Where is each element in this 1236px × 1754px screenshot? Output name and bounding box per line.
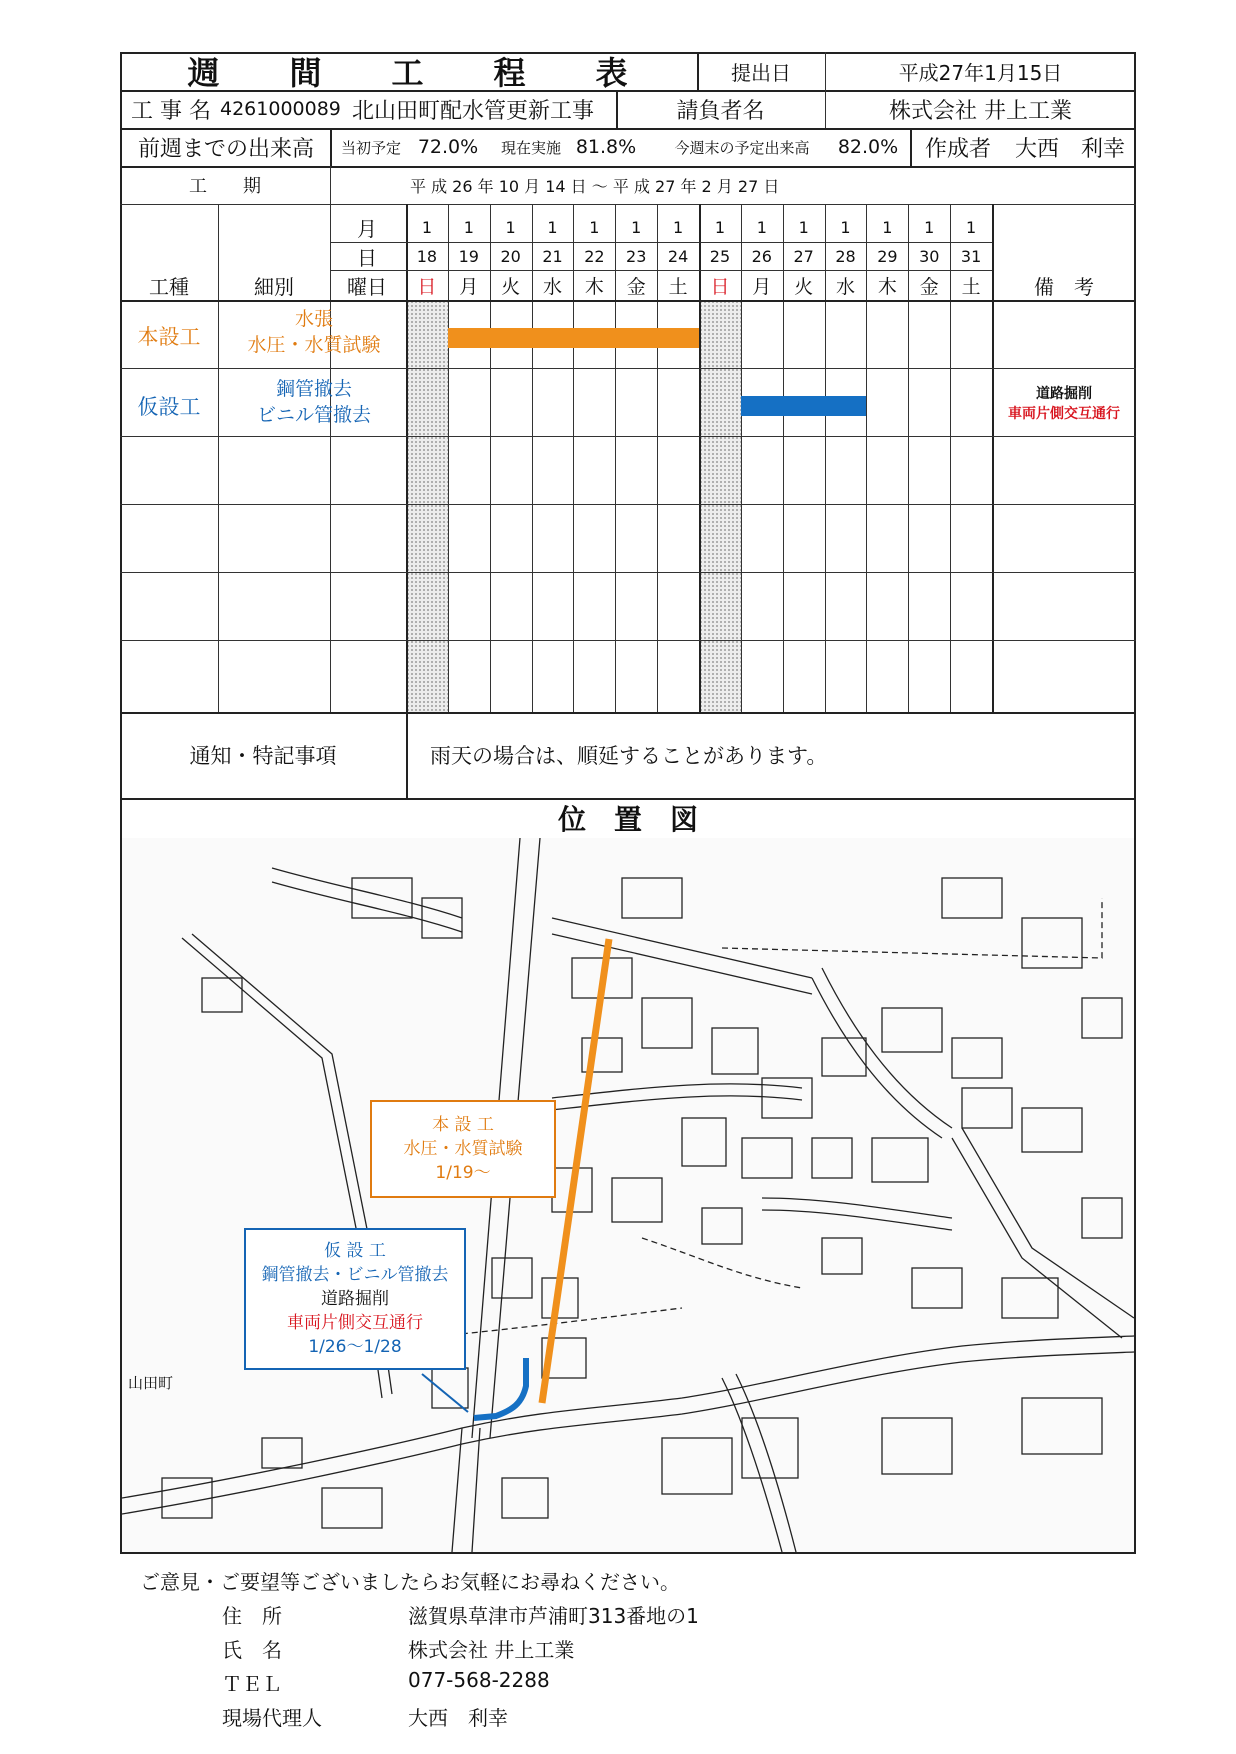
map-town-label: 山田町: [128, 1374, 174, 1392]
month-cell: 1: [966, 217, 977, 237]
callout-main-line1: 本 設 工: [432, 1115, 494, 1135]
month-cell: 1: [798, 217, 809, 237]
footer-tel-label: ＴＥＬ: [222, 1672, 282, 1696]
day-cell: 26: [751, 246, 772, 266]
holiday-column-shade: [406, 300, 448, 712]
weekday-cell: 金: [626, 275, 646, 298]
day-cell: 18: [416, 246, 438, 266]
task-remark-temp: [992, 384, 1136, 424]
callout-main-line3: 1/19～: [435, 1163, 491, 1183]
planned-value: 72.0%: [417, 136, 479, 158]
task-type-temp: 仮設工: [137, 395, 201, 419]
weekday-cell: 土: [668, 275, 688, 298]
callout-temp-work: [244, 1228, 466, 1370]
weekday-cell: 木: [584, 275, 604, 298]
author-label: 作成者: [924, 136, 991, 162]
project-number: 4261000089: [220, 98, 341, 120]
weekday-cell: 月: [459, 275, 479, 298]
day-cell: 30: [919, 246, 940, 266]
month-cell: 1: [463, 217, 474, 237]
day-cell: 25: [709, 246, 731, 266]
period-label: 工 期: [189, 176, 261, 197]
day-cell: 27: [793, 246, 814, 266]
task-detail-temp-line1: 鋼管撤去: [275, 378, 352, 400]
page-title: 週 間 工 程 表: [187, 54, 630, 92]
footer-address: 滋賀県草津市芦浦町313番地の1: [408, 1604, 699, 1628]
footer-name: 株式会社 井上工業: [408, 1638, 575, 1662]
weekday-cell: 日: [710, 275, 730, 298]
footer-intro: ご意見・ご要望等ございましたらお気軽にお尋ねください。: [140, 1570, 680, 1594]
weekday-cell: 水: [543, 275, 563, 298]
footer-address-label: 住 所: [222, 1604, 282, 1628]
weekday-cell: 木: [877, 275, 897, 298]
planned-label: 当初予定: [340, 138, 401, 157]
author-name: 大西 利幸: [1014, 136, 1125, 162]
contractor-label: 請負者名: [676, 98, 765, 124]
callout-main-work: [370, 1100, 556, 1198]
task-detail-temp-line2: ビニル管撤去: [256, 404, 371, 426]
month-cell: 1: [631, 217, 642, 237]
month-cell: 1: [505, 217, 516, 237]
weekday-cell: 土: [961, 275, 981, 298]
month-cell: 1: [672, 217, 684, 237]
notes-text: 雨天の場合は、順延することがあります。: [430, 744, 828, 768]
day-cell: 22: [584, 246, 605, 266]
week-end-label: 今週末の予定出来高: [674, 138, 810, 157]
period-value: 平 成 26 年 10 月 14 日 ～ 平 成 27 年 2 月 27 日: [410, 176, 780, 196]
month-cell: 1: [421, 217, 433, 237]
project-name: 北山田町配水管更新工事: [352, 98, 595, 124]
callout-temp-line5: 1/26～1/28: [308, 1337, 402, 1357]
schedule-bar: [448, 328, 699, 348]
weekday-row-label: 曜日: [347, 274, 387, 299]
task-remark-temp-line1: 道路掘削: [1036, 386, 1092, 402]
task-detail-temp: [218, 376, 410, 428]
callout-temp-line3: 道路掘削: [321, 1289, 389, 1309]
task-detail-main: [218, 306, 410, 358]
map-title: 位 置 図: [557, 803, 698, 836]
day-cell: 21: [542, 246, 563, 266]
progress-label: 前週までの出来高: [137, 136, 314, 162]
day-row-label: 日: [357, 245, 377, 270]
weekday-cell: 水: [836, 275, 856, 298]
remarks-column-header: 備 考: [1034, 274, 1094, 299]
day-cell: 31: [960, 246, 982, 266]
weekday-cell: 月: [752, 275, 772, 298]
month-cell: 1: [589, 217, 600, 237]
week-end-value: 82.0%: [837, 136, 899, 158]
project-label: 工 事 名: [131, 98, 211, 124]
actual-label: 現在実施: [500, 138, 561, 157]
submit-label: 提出日: [731, 60, 791, 85]
weekday-cell: 日: [417, 275, 437, 298]
task-remark-temp-line2: 車両片側交互通行: [1008, 406, 1120, 422]
weekday-cell: 火: [794, 275, 814, 298]
month-cell: 1: [714, 217, 726, 237]
footer-name-label: 氏 名: [222, 1638, 282, 1662]
type-column-header: 工種: [149, 274, 189, 299]
footer-agent-label: 現場代理人: [222, 1706, 322, 1730]
detail-column-header: 細別: [254, 274, 294, 299]
month-cell: 1: [882, 217, 893, 237]
submit-date: 平成27年1月15日: [898, 60, 1063, 85]
location-map: [122, 838, 1134, 1552]
month-cell: 1: [924, 217, 935, 237]
actual-value: 81.8%: [575, 136, 637, 158]
month-cell: 1: [756, 217, 767, 237]
notes-label: 通知・特記事項: [189, 744, 337, 768]
schedule-bar: [741, 396, 867, 416]
day-cell: 20: [500, 246, 521, 266]
weekday-cell: 金: [919, 275, 939, 298]
day-cell: 29: [877, 246, 898, 266]
footer-tel: 077-568-2288: [408, 1668, 550, 1692]
callout-main-line2: 水圧・水質試験: [403, 1139, 523, 1159]
callout-temp-line2: 鋼管撤去・ビニル管撤去: [261, 1265, 449, 1285]
day-cell: 19: [458, 246, 479, 266]
month-cell: 1: [840, 217, 851, 237]
task-type-main: 本設工: [137, 325, 201, 349]
weekday-cell: 火: [501, 275, 521, 298]
holiday-column-shade: [699, 300, 741, 712]
footer-agent: 大西 利幸: [408, 1706, 508, 1730]
task-detail-main-line1: 水張: [294, 308, 333, 330]
month-row-label: 月: [357, 216, 377, 241]
month-cell: 1: [547, 217, 558, 237]
day-cell: 24: [667, 246, 689, 266]
day-cell: 28: [835, 246, 856, 266]
callout-temp-line1: 仮 設 工: [324, 1241, 386, 1261]
callout-temp-line4: 車両片側交互通行: [287, 1313, 423, 1333]
task-detail-main-line2: 水圧・水質試験: [247, 334, 381, 356]
contractor-name: 株式会社 井上工業: [889, 98, 1072, 124]
day-cell: 23: [626, 246, 647, 266]
